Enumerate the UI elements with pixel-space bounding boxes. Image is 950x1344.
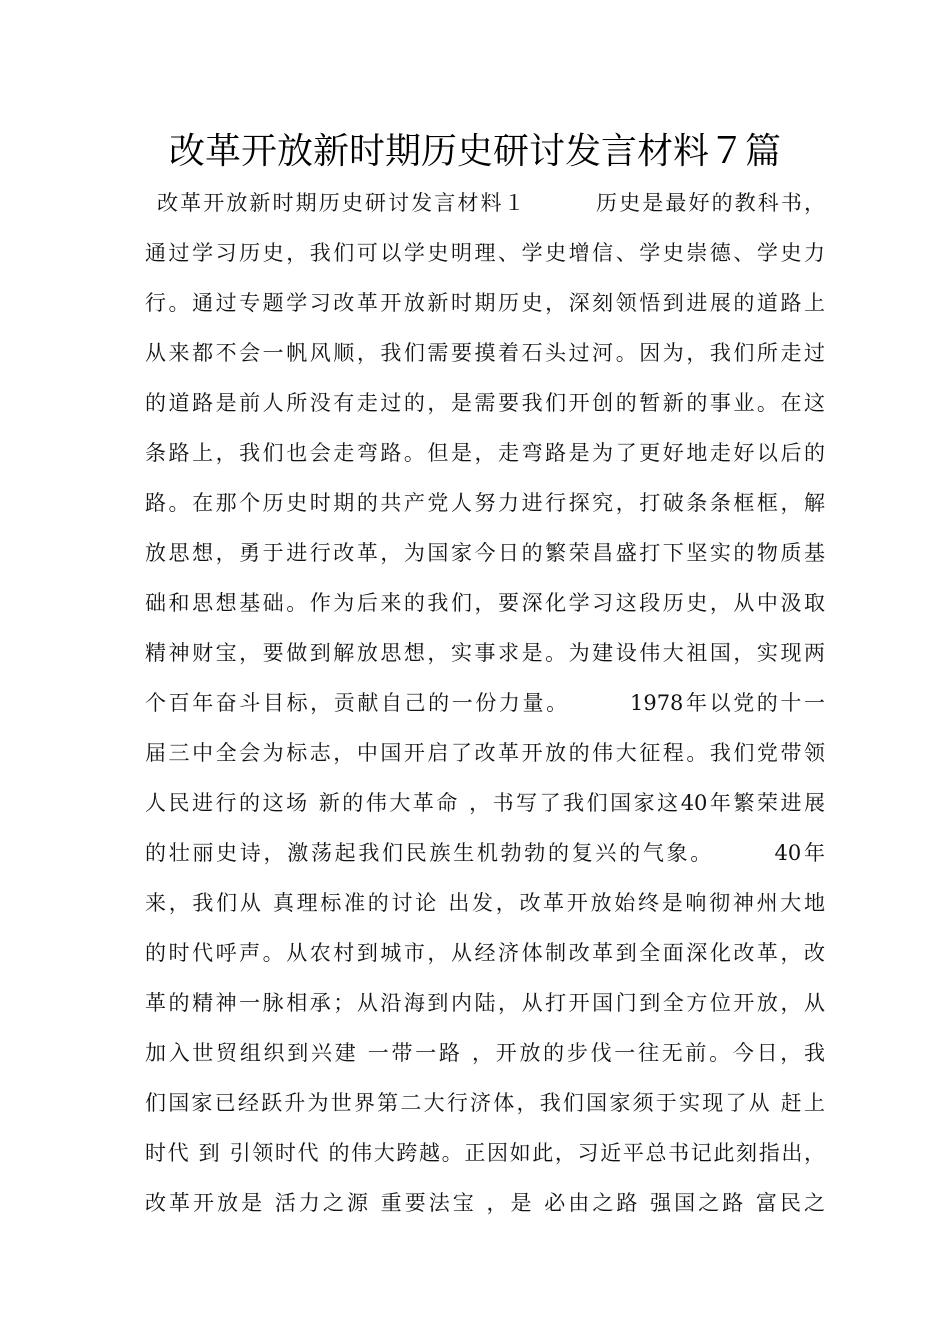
body-line: 的时代呼声。从农村到城市，从经济体制改革到全面深化改革，改 — [145, 941, 825, 965]
body-line: 路。在那个历史时期的共产党人努力进行探究，打破条条框框，解 — [145, 491, 825, 515]
body-line: 们国家已经跃升为世界第二大行济体，我们国家须于实现了从 赶上 — [145, 1091, 825, 1115]
body-line: 加入世贸组织到兴建 一带一路 ，开放的步伐一往无前。今日，我 — [145, 1041, 825, 1065]
body-line: 条路上，我们也会走弯路。但是，走弯路是为了更好地走好以后的 — [145, 441, 825, 465]
body-line: 础和思想基础。作为后来的我们，要深化学习这段历史，从中汲取 — [145, 591, 825, 615]
body-line: 革的精神一脉相承；从沿海到内陆，从打开国门到全方位开放，从 — [145, 991, 825, 1015]
document-body — [145, 178, 825, 1228]
body-line: 改革开放新时期历史研讨发言材料１ 历史是最好的教科书， — [157, 191, 825, 215]
body-line: 通过学习历史，我们可以学史明理、学史增信、学史崇德、学史力 — [145, 241, 825, 265]
body-line: 人民进行的这场 新的伟大革命 ，书写了我们国家这40年繁荣进展 — [145, 791, 825, 815]
body-line: 个百年奋斗目标，贡献自己的一份力量。 1978年以党的十一 — [145, 691, 825, 715]
body-line: 放思想，勇于进行改革，为国家今日的繁荣昌盛打下坚实的物质基 — [145, 541, 825, 565]
body-line: 精神财宝，要做到解放思想，实事求是。为建设伟大祖国，实现两 — [145, 641, 825, 665]
body-line: 的道路是前人所没有走过的，是需要我们开创的暂新的事业。在这 — [145, 391, 825, 415]
document-title: 改革开放新时期历史研讨发言材料７篇 — [168, 131, 781, 172]
body-line: 改革开放是 活力之源 重要法宝 ，是 必由之路 强国之路 富民之 — [145, 1191, 825, 1215]
body-line: 的壮丽史诗，激荡起我们民族生机勃勃的复兴的气象。 40年 — [145, 841, 825, 865]
body-line: 来，我们从 真理标准的讨论 出发，改革开放始终是响彻神州大地 — [145, 891, 825, 915]
body-line: 从来都不会一帆风顺，我们需要摸着石头过河。因为，我们所走过 — [145, 341, 825, 365]
body-line: 届三中全会为标志，中国开启了改革开放的伟大征程。我们党带领 — [145, 741, 825, 765]
body-line: 时代 到 引领时代 的伟大跨越。正因如此，习近平总书记此刻指出， — [145, 1141, 825, 1165]
body-line: 行。通过专题学习改革开放新时期历史，深刻领悟到进展的道路上 — [145, 291, 825, 315]
